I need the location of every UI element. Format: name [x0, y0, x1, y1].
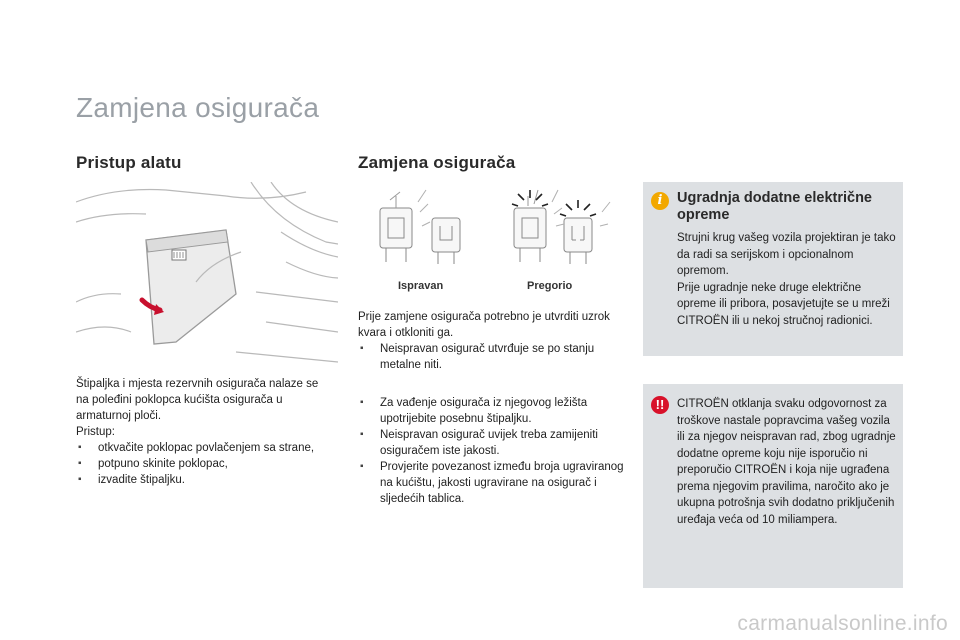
fuse-comparison-illustration [358, 182, 622, 280]
list-item: ▪ Provjerite povezanost između broja ugraviranog na kućištu, jakosti ugravirane na osigurač i sljedećih tablica. [358, 459, 624, 507]
list-item: ▪ Za vađenje osigurača iz njegovog ležišta upotrijebite posebnu štipaljku. [358, 395, 624, 427]
section-heading-tool-access: Pristup alatu [76, 153, 182, 172]
fuse-replace-list [358, 395, 624, 507]
info-box-para-1: Strujni krug vašeg vozila projektiran je tako da radi sa serijskom i opcionalnom opremom. [677, 232, 896, 277]
warning-icon: !! [651, 396, 669, 414]
info-icon: i [651, 192, 669, 210]
page-title: Zamjena osigurača [76, 92, 320, 123]
fuse-check-intro: Prije zamjene osigurača potrebno je utvrditi uzrok kvara i otkloniti ga. [358, 311, 610, 339]
list-item: ▪ izvadite štipaljku. [76, 472, 332, 488]
info-box-para-2: Prije ugradnje neke druge električne opreme ili pribora, posavjetujte se u mreži CITROËN ili u nekoj stručnoj radionici. [677, 281, 890, 327]
info-box-text [677, 230, 897, 329]
fuse-check-list [358, 341, 622, 373]
warning-box-liability [643, 384, 903, 588]
warning-box-text: CITROËN otklanja svaku odgovornost za troškove nastale popravcima vašeg vozila ili za njegov neispravan rad, zbog ugradnje dodatne opreme koju nije isporučio ni preporučio CITROËN i koja nije ugrađena prema njegovim pravilima, naročito ako je ukupna potrošnja svih dodatno priključenih uređaja veća od 10 miliampera. [677, 398, 896, 526]
fuse-replace-text [358, 395, 624, 507]
info-box-title: Ugradnja dodatne električne opreme [677, 190, 872, 223]
list-item: ▪ Neispravan osigurač utvrđuje se po stanju metalne niti. [358, 341, 622, 373]
list-item: ▪ otkvačite poklopac povlačenjem sa strane, [76, 440, 332, 456]
caption-blown-fuse: Pregorio [527, 280, 573, 292]
tool-access-text [76, 376, 332, 488]
tool-access-label: Pristup: [76, 426, 115, 438]
tool-access-steps [76, 440, 332, 488]
list-item: ▪ potpuno skinite poklopac, [76, 456, 332, 472]
watermark: carmanualsonline.info [737, 612, 948, 635]
dashboard-fuse-cover-illustration [76, 182, 338, 368]
fuse-check-text [358, 309, 622, 373]
list-item: ▪ Neispravan osigurač uvijek treba zamijeniti osiguračem iste jakosti. [358, 427, 624, 459]
caption-good-fuse: Ispravan [398, 280, 444, 292]
info-box-additional-equipment [643, 182, 903, 356]
section-heading-fuse-replacement: Zamjena osigurača [358, 153, 516, 172]
tool-access-intro: Štipaljka i mjesta rezervnih osigurača nalaze se na poleđini poklopca kućišta osigurača u armaturnoj ploči. [76, 378, 319, 422]
